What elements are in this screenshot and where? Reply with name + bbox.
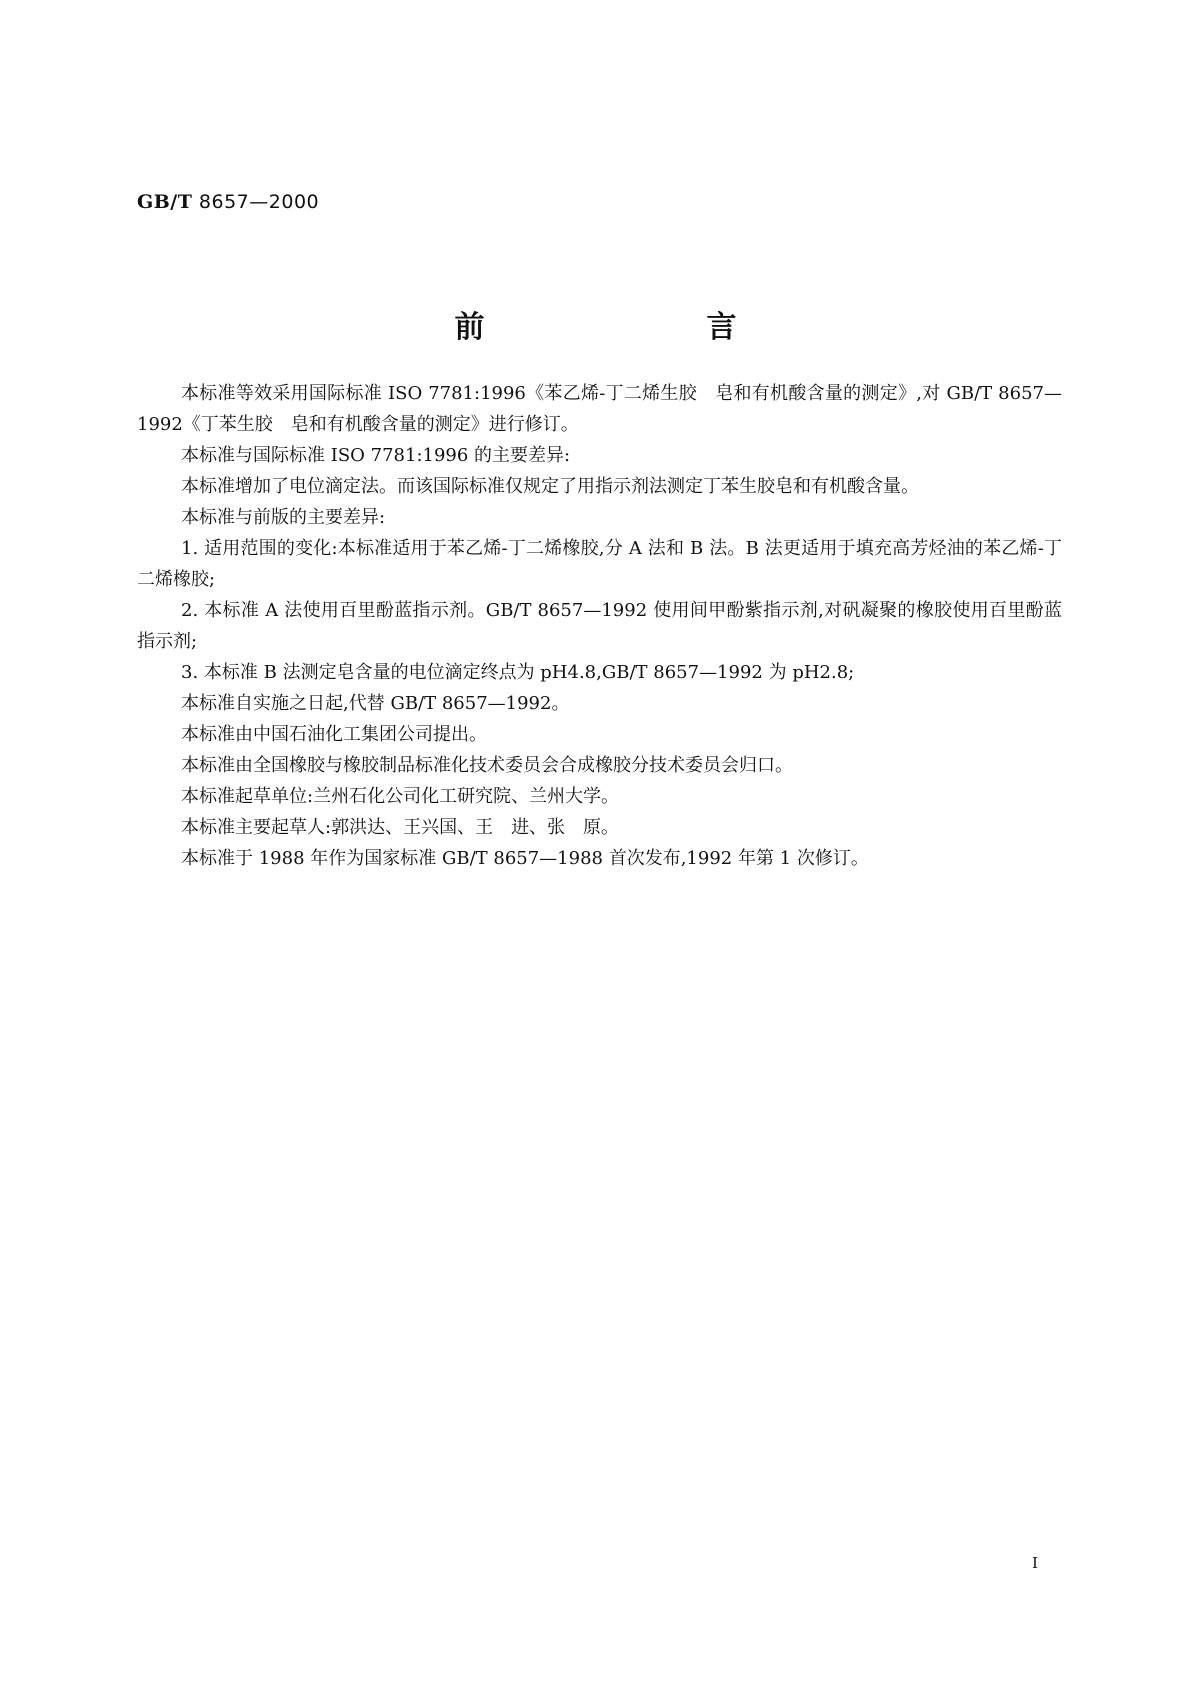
paragraph-6: 2. 本标准 A 法使用百里酚蓝指示剂。GB/T 8657—1992 使用间甲酚紫指示剂,对矾凝聚的橡胶使用百里酚蓝指示剂;	[137, 600, 1062, 652]
paragraph-10: 本标准由全国橡胶与橡胶制品标准化技术委员会合成橡胶分技术委员会归口。	[181, 755, 793, 776]
standard-prefix: GB/T	[137, 191, 193, 213]
foreword-body	[137, 378, 1062, 874]
page-title: 前 言	[454, 310, 833, 345]
paragraph-13: 本标准于 1988 年作为国家标准 GB/T 8657—1988 首次发布,1992 年第 1 次修订。	[181, 848, 869, 869]
standard-number: 8657—2000	[198, 191, 320, 213]
paragraph-12: 本标准主要起草人:郭洪达、王兴国、王 进、张 原。	[181, 817, 620, 838]
page-number: I	[1032, 1554, 1038, 1572]
paragraph-5: 1. 适用范围的变化:本标准适用于苯乙烯-丁二烯橡胶,分 A 法和 B 法。B 法更适用于填充高芳烃油的苯乙烯-丁二烯橡胶;	[137, 538, 1062, 590]
paragraph-9: 本标准由中国石油化工集团公司提出。	[181, 724, 487, 745]
standard-code	[137, 191, 319, 213]
paragraph-4: 本标准与前版的主要差异:	[181, 507, 386, 528]
paragraph-1: 本标准等效采用国际标准 ISO 7781:1996《苯乙烯-丁二烯生胶 皂和有机酸含量的测定》,对 GB/T 8657—1992《丁苯生胶 皂和有机酸含量的测定》进行修订。	[137, 383, 1062, 435]
paragraph-11: 本标准起草单位:兰州石化公司化工研究院、兰州大学。	[181, 786, 620, 807]
paragraph-3: 本标准增加了电位滴定法。而该国际标准仅规定了用指示剂法测定丁苯生胶皂和有机酸含量。	[181, 476, 919, 497]
paragraph-7: 3. 本标准 B 法测定皂含量的电位滴定终点为 pH4.8,GB/T 8657—1992 为 pH2.8;	[181, 662, 855, 683]
paragraph-8: 本标准自实施之日起,代替 GB/T 8657—1992。	[181, 693, 570, 714]
paragraph-2: 本标准与国际标准 ISO 7781:1996 的主要差异:	[181, 445, 571, 466]
